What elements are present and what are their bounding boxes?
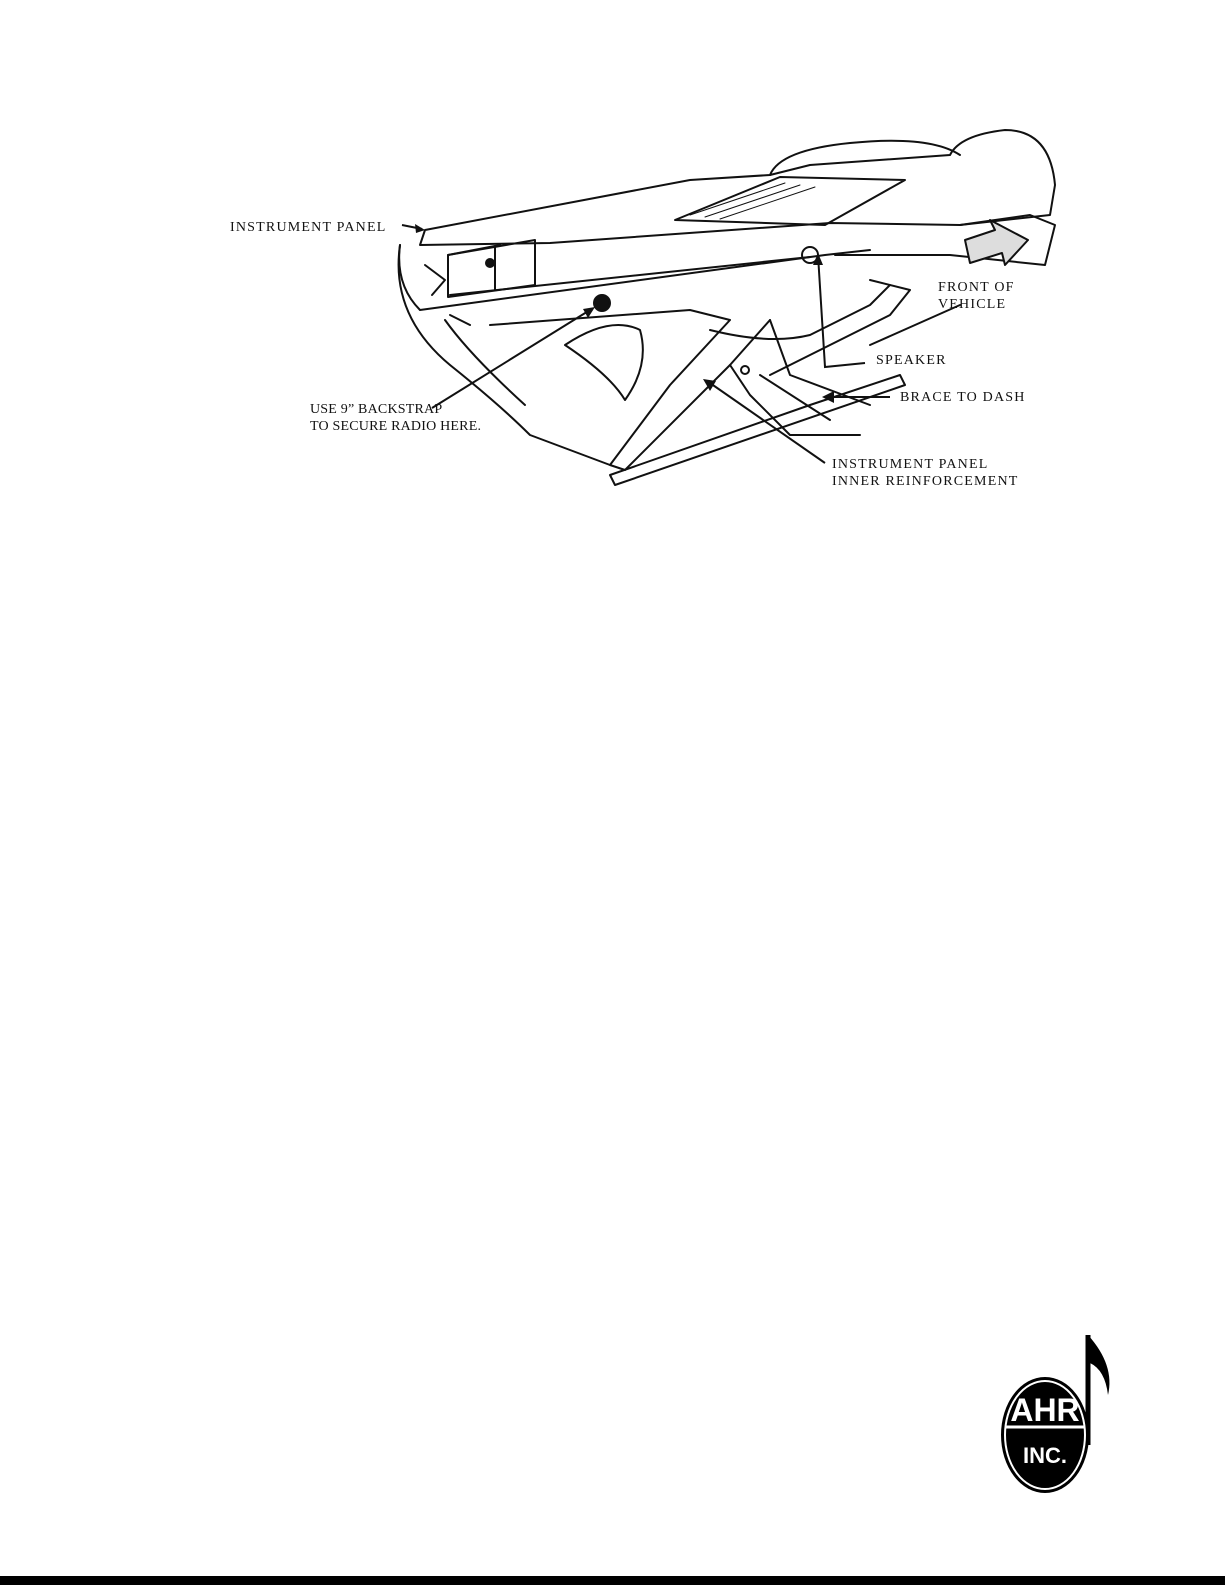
callout-backstrap-line2: TO SECURE RADIO HERE.	[310, 419, 482, 434]
callout-reinforcement-line1: INSTRUMENT PANEL	[832, 457, 989, 472]
callout-brace-to-dash	[900, 389, 1026, 406]
backstrap-knob	[594, 295, 610, 311]
speaker-grille	[675, 177, 905, 225]
ahr-logo	[990, 1325, 1120, 1525]
callout-speaker-text: SPEAKER	[876, 353, 947, 368]
inner-cutout	[565, 325, 643, 400]
callout-speaker	[876, 352, 947, 369]
page-bottom-rule	[0, 1576, 1225, 1585]
callout-reinforcement-line2: INNER REINFORCEMENT	[832, 474, 1019, 489]
callout-instrument-panel-text: INSTRUMENT PANEL	[230, 220, 387, 235]
callout-inner-reinforcement	[832, 456, 1019, 490]
callout-front-line2: VEHICLE	[938, 297, 1007, 312]
callout-backstrap	[310, 401, 481, 435]
callout-backstrap-line1: USE 9” BACKSTRAP	[310, 402, 443, 417]
front-arrow-icon	[965, 220, 1028, 265]
radio-box	[448, 240, 535, 297]
callout-instrument-panel	[230, 219, 387, 236]
instrument-panel-top	[420, 130, 1055, 245]
logo-letters: AHR	[1010, 1392, 1080, 1428]
callout-front-line1: FRONT OF	[938, 280, 1015, 295]
callout-brace-text: BRACE TO DASH	[900, 390, 1026, 405]
logo-sub: INC.	[1023, 1443, 1067, 1468]
callout-front-of-vehicle	[938, 279, 1015, 313]
